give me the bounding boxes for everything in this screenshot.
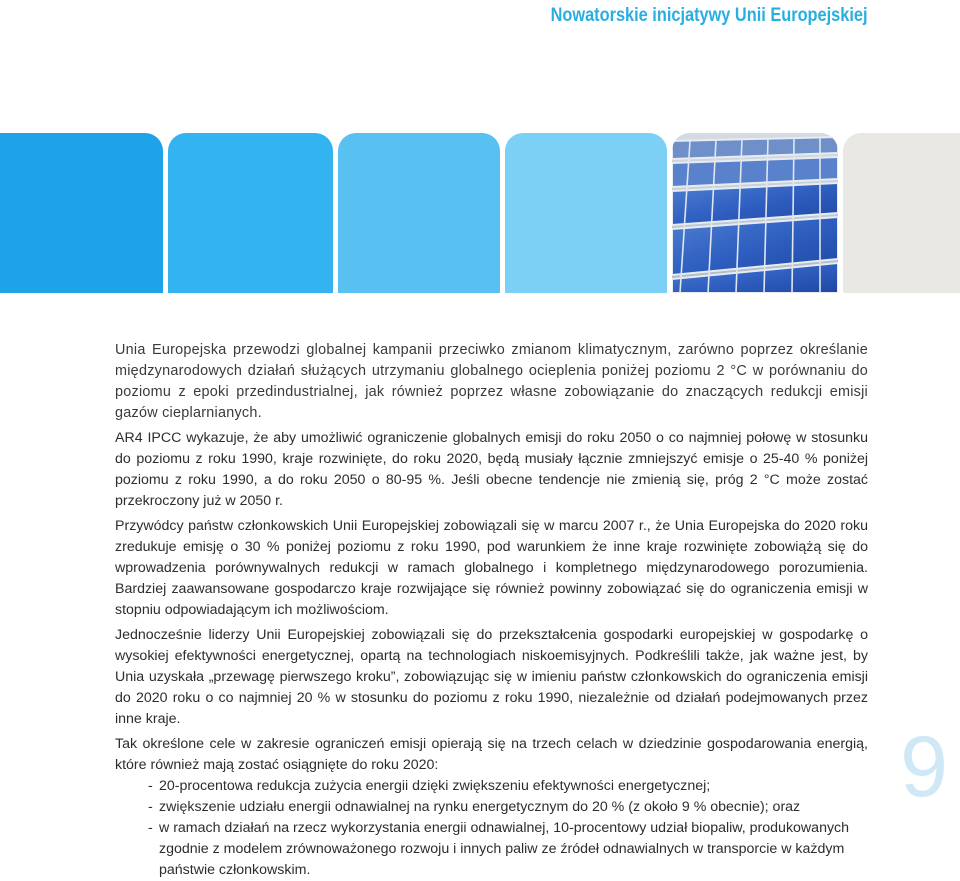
blue-panel-4	[505, 133, 667, 293]
blue-panel-3	[338, 133, 500, 293]
list-item: - zwiększenie udziału energii odnawialnej na rynku energetycznym do 20 % (z około 9 % obecnie); oraz	[148, 797, 868, 818]
grey-panel	[843, 133, 960, 293]
solar-panels-photo	[672, 133, 838, 293]
list-item: - w ramach działań na rzecz wykorzystania energii odnawialnej, 10-procentowy udział biopaliw, produkowanych zgodnie z modelem zrównoważonego rozwoju i innych paliw ze źródeł odnawialnych w transporcie w każdym państwie członkowskim.	[148, 818, 868, 881]
page-header-title: Nowatorskie inicjatywy Unii Europejskiej	[551, 5, 868, 26]
article-body	[115, 340, 868, 881]
header-image-strip	[0, 133, 960, 293]
paragraph-3: Jednocześnie liderzy Unii Europejskiej zobowiązali się do przekształcenia gospodarki europejskiej w gospodarkę o wysokiej efektywności energetycznej, opartą na technologiach niskoemisyjnych. Podkreślili także, jak ważne jest, by Unia uzyskała „przewagę pierwszego kroku”, zobowiązując się w imieniu państw członkowskich do ograniczenia emisji do 2020 roku o co najmniej 20 % w stosunku do poziomu z roku 1990, niezależnie od działań podejmowanych przez inne kraje.	[115, 627, 868, 727]
intro-paragraph: Unia Europejska przewodzi globalnej kampanii przeciwko zmianom klimatycznym, zarówno poprzez określanie międzynarodowych działań służących utrzymaniu globalnego ocieplenia poniżej poziomu 2 °C w porównaniu do poziomu z epoki przedindustrialnej, jak również poprzez własne zobowiązanie do znaczących redukcji emisji gazów cieplarnianych.	[115, 342, 868, 421]
energy-goals-list	[115, 776, 868, 881]
blue-panel-2	[168, 133, 333, 293]
paragraph-1: AR4 IPCC wykazuje, że aby umożliwić ograniczenie globalnych emisji do roku 2050 o co najmniej połowę w stosunku do poziomu z roku 1990, kraje rozwinięte, do roku 2020, będą musiały łącznie zmniejszyć emisje o 25-40 % poniżej poziomu z roku 1990, a do roku 2050 o 80-95 %. Jeśli obecne tendencje nie zmienią się, próg 2 °C może zostać przekroczony już w 2050 r.	[115, 430, 868, 509]
paragraph-2: Przywódcy państw członkowskich Unii Europejskiej zobowiązali się w marcu 2007 r., że Unia Europejska do 2020 roku zredukuje emisję o 30 % poniżej poziomu z roku 1990, pod warunkiem że inne kraje rozwinięte zobowiążą się do wprowadzenia porównywalnych redukcji w ramach globalnego i kompletnego międzynarodowego porozumienia. Bardziej zaawansowane gospodarczo kraje rozwijające się również powinny zobowiązać się do ograniczenia emisji w stopniu odpowiadającym ich możliwościom.	[115, 518, 868, 618]
list-item: - 20-procentowa redukcja zużycia energii dzięki zwiększeniu efektywności energetycznej;	[148, 776, 868, 797]
blue-panel-1	[0, 133, 163, 293]
paragraph-4: Tak określone cele w zakresie ograniczeń emisji opierają się na trzech celach w dziedzinie gospodarowania energią, które również mają zostać osiągnięte do roku 2020:	[115, 736, 868, 773]
page-number: 9	[900, 719, 948, 815]
